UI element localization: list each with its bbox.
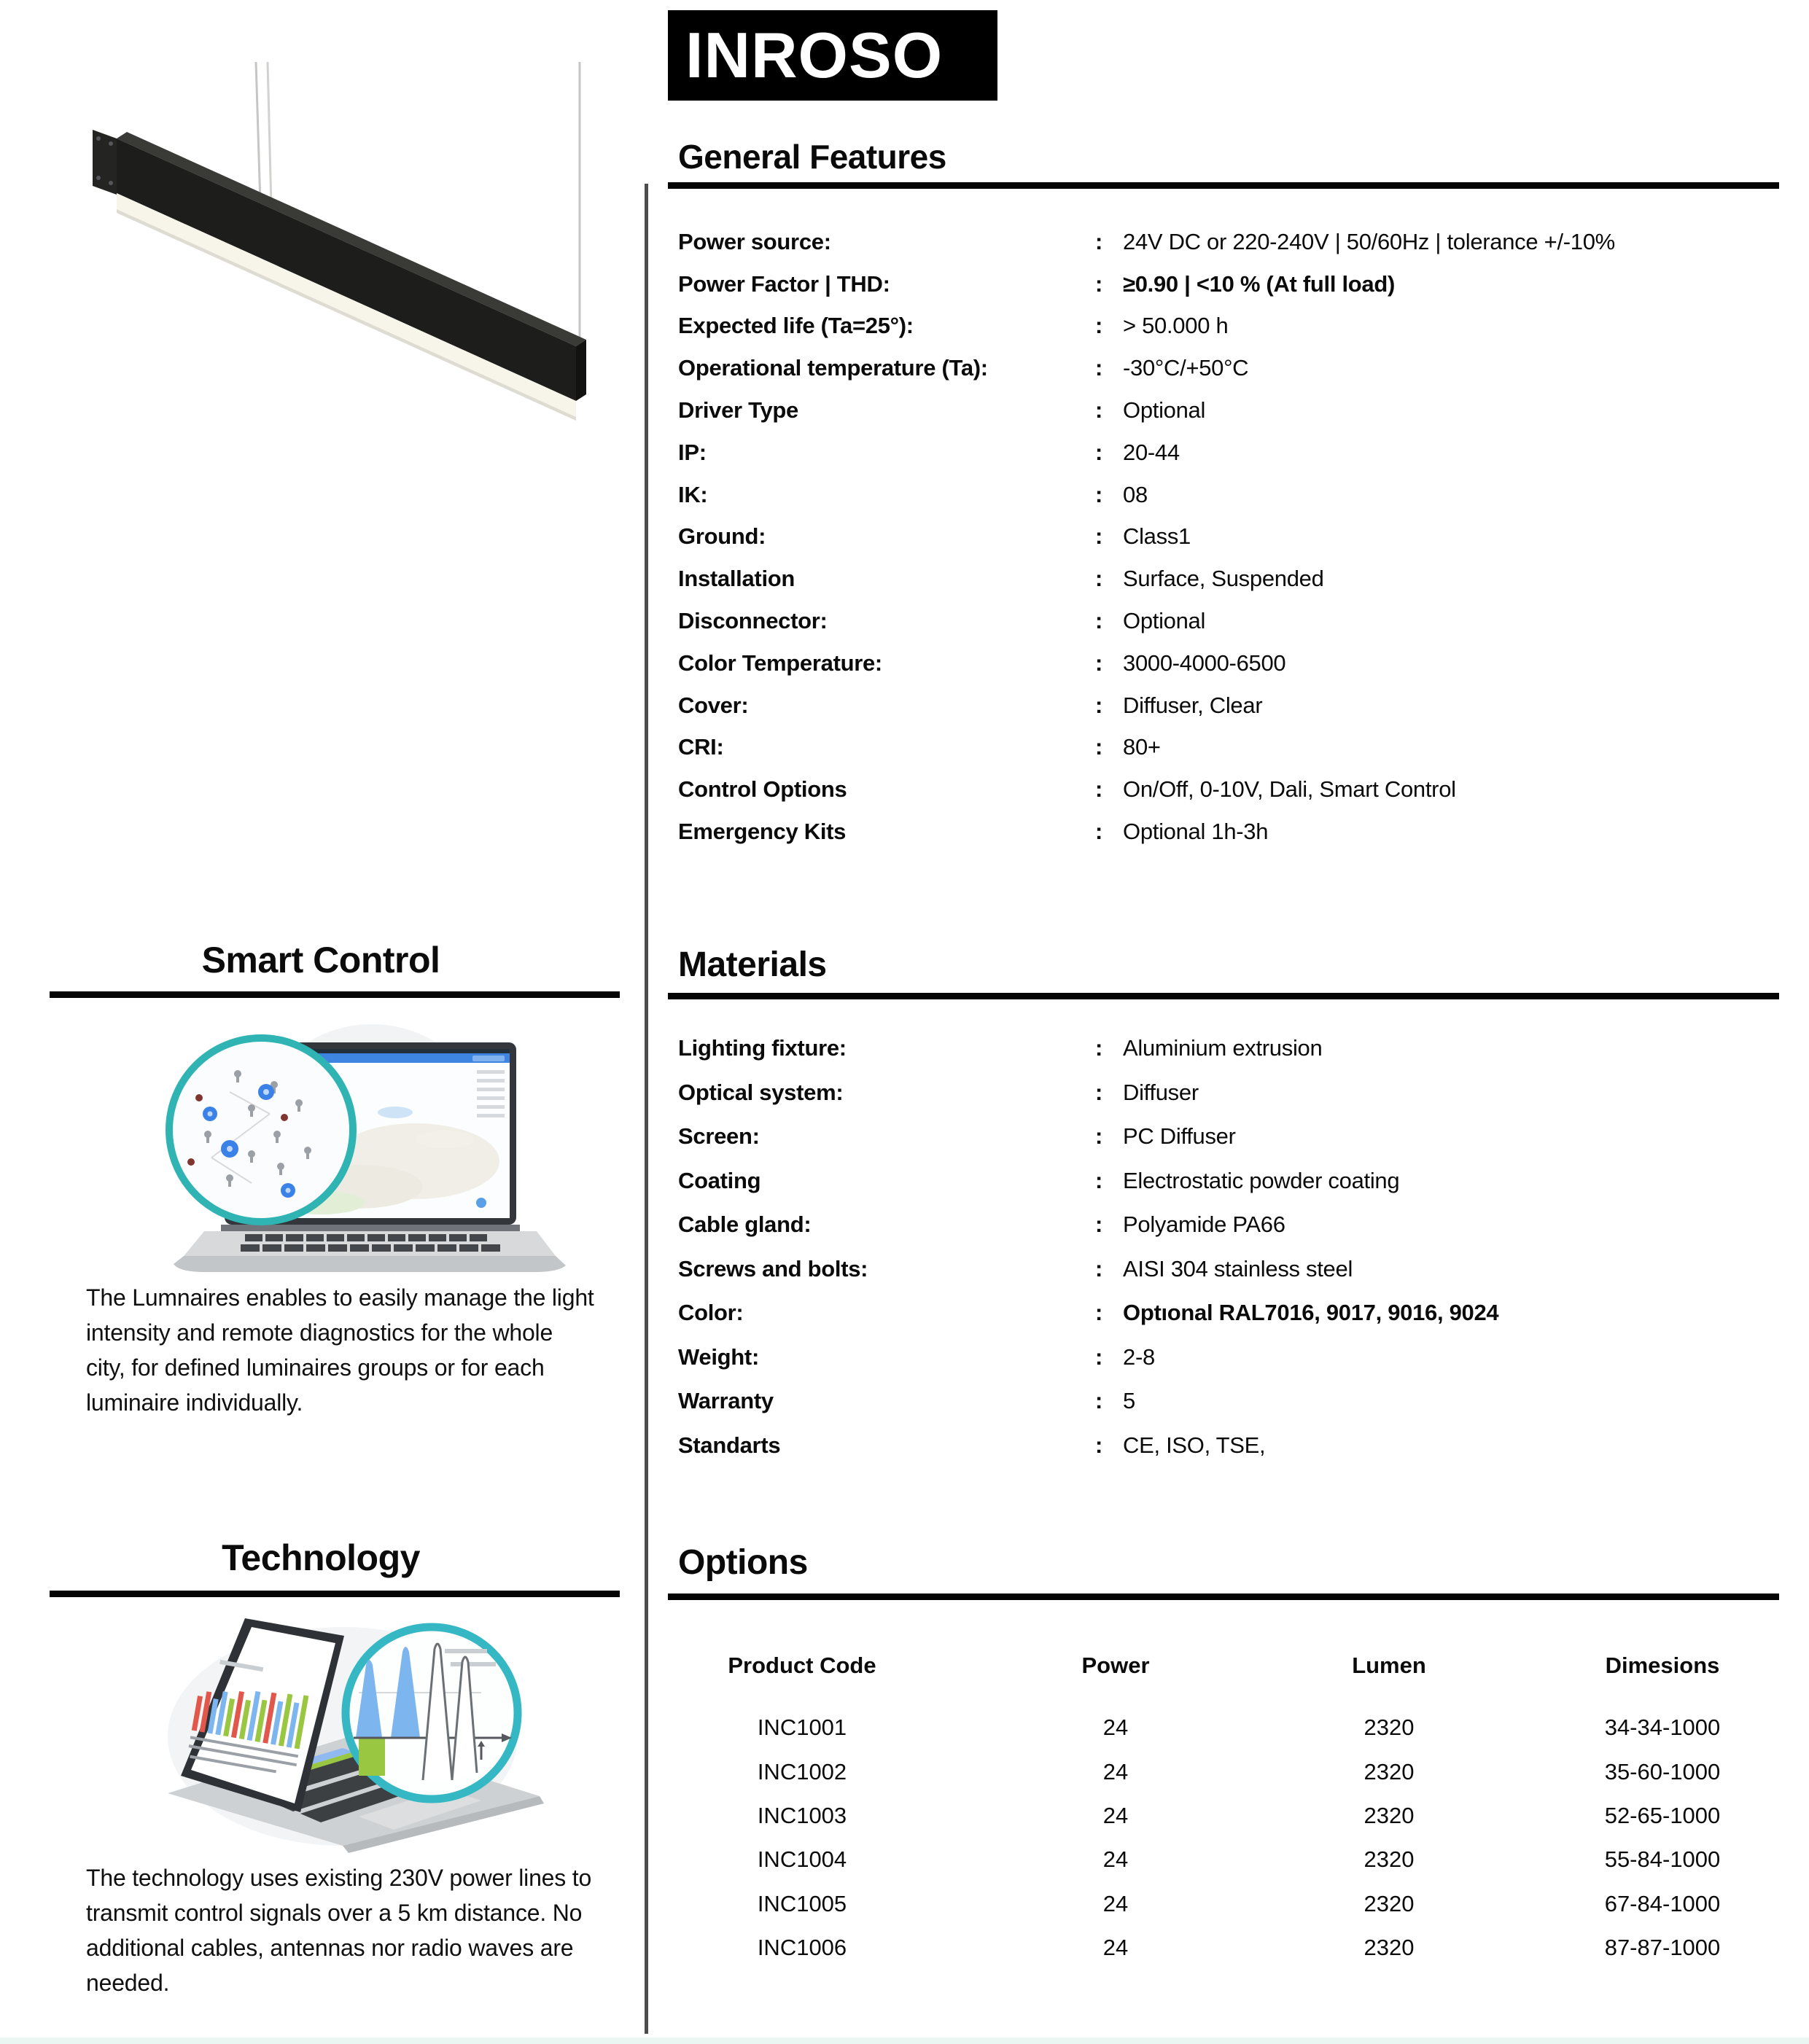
table-row (700, 1794, 1786, 1838)
page-bottom-strip (0, 2037, 1809, 2044)
spec-row (678, 642, 1779, 684)
spec-label: Expected life (Ta=25°): (678, 313, 914, 339)
options-table (700, 1644, 1786, 1970)
spec-label: Screen: (678, 1123, 760, 1150)
spec-separator: : (1095, 608, 1103, 634)
spec-value: Diffuser, Clear (1123, 692, 1263, 718)
table-row (700, 1706, 1786, 1750)
spec-row (678, 1335, 1779, 1380)
spec-row (678, 1247, 1779, 1292)
spec-row (678, 1379, 1779, 1424)
technology-underline (50, 1591, 620, 1597)
spec-separator: : (1095, 1300, 1103, 1326)
spec-label: IP: (678, 439, 707, 465)
technology-description: The technology uses existing 230V power lines to transmit control signals over a 5 km distance. No additional cables, antennas nor radio waves are needed. (86, 1865, 592, 1996)
column-header: Lumen (1352, 1653, 1426, 1678)
spec-label: Control Options (678, 776, 847, 803)
spec-row (678, 1203, 1779, 1247)
spec-value: ≥0.90 | <10 % (At full load) (1123, 270, 1396, 297)
spec-label: Emergency Kits (678, 819, 847, 845)
spec-value: CE, ISO, TSE, (1123, 1432, 1266, 1458)
spec-row (678, 684, 1779, 727)
spec-label: Coating (678, 1167, 761, 1193)
spec-label: Power Factor | THD: (678, 270, 890, 297)
spec-row (678, 221, 1779, 263)
spec-row (678, 1071, 1779, 1115)
spec-label: Disconnector: (678, 608, 828, 634)
spec-value: Diffuser (1123, 1079, 1199, 1105)
spec-value: 20-44 (1123, 439, 1180, 465)
spec-separator: : (1095, 481, 1103, 507)
technology-laptop-image (102, 1598, 583, 1854)
dimensions-cell: 52-65-1000 (1604, 1802, 1721, 1828)
column-header: Power (1081, 1653, 1150, 1678)
options-underline (668, 1594, 1779, 1600)
lumen-cell: 2320 (1363, 1935, 1415, 1961)
spec-label: Screws and bolts: (678, 1255, 868, 1282)
table-row (700, 1926, 1786, 1970)
spec-value: PC Diffuser (1123, 1123, 1236, 1150)
spec-row (678, 1424, 1779, 1468)
spec-separator: : (1095, 228, 1103, 254)
product-code-cell: INC1006 (757, 1935, 847, 1961)
spec-label: Power source: (678, 228, 831, 254)
options-title: Options (678, 1543, 808, 1582)
spec-separator: : (1095, 313, 1103, 339)
spec-row (678, 727, 1779, 769)
dimensions-cell: 87-87-1000 (1604, 1935, 1721, 1961)
table-row (700, 1838, 1786, 1881)
spec-separator: : (1095, 1388, 1103, 1414)
spec-separator: : (1095, 819, 1103, 845)
spec-row (678, 305, 1779, 348)
spec-label: Standarts (678, 1432, 781, 1458)
spec-row (678, 389, 1779, 432)
general-features-underline (668, 182, 1779, 189)
spec-row (678, 432, 1779, 474)
options-table-header (700, 1644, 1786, 1688)
options-table-body (700, 1706, 1786, 1970)
spec-separator: : (1095, 1167, 1103, 1193)
smart-control-title: Smart Control (201, 940, 440, 980)
spec-value: Optional 1h-3h (1123, 819, 1269, 845)
spec-value: AISI 304 stainless steel (1123, 1255, 1353, 1282)
spec-separator: : (1095, 692, 1103, 718)
spec-separator: : (1095, 1123, 1103, 1150)
spec-value: On/Off, 0-10V, Dali, Smart Control (1123, 776, 1456, 803)
spec-label: Lighting fixture: (678, 1035, 847, 1061)
spec-separator: : (1095, 1432, 1103, 1458)
power-cell: 24 (1102, 1846, 1129, 1873)
spec-row (678, 600, 1779, 642)
spec-label: Optical system: (678, 1079, 844, 1105)
product-code-cell: INC1005 (757, 1890, 847, 1916)
technology-title: Technology (222, 1537, 420, 1578)
product-code-cell: INC1003 (757, 1802, 847, 1828)
spec-label: Cover: (678, 692, 749, 718)
spec-label: Cable gland: (678, 1212, 812, 1238)
spec-separator: : (1095, 1212, 1103, 1238)
spec-label: Weight: (678, 1343, 759, 1370)
spec-separator: : (1095, 1035, 1103, 1061)
smart-control-underline (50, 991, 620, 998)
spec-label: CRI: (678, 734, 724, 760)
materials-title: Materials (678, 945, 827, 984)
spec-value: Class1 (1123, 523, 1191, 550)
spec-value: -30°C/+50°C (1123, 355, 1249, 381)
pendant-luminaire-image (69, 15, 623, 437)
power-cell: 24 (1102, 1715, 1129, 1741)
spec-separator: : (1095, 566, 1103, 592)
spec-row (678, 516, 1779, 558)
spec-row (678, 811, 1779, 853)
spec-separator: : (1095, 650, 1103, 676)
spec-value: 5 (1123, 1388, 1135, 1414)
dimensions-cell: 34-34-1000 (1604, 1715, 1721, 1741)
power-cell: 24 (1102, 1890, 1129, 1916)
column-header: Product Code (728, 1653, 876, 1678)
spec-value: Electrostatic powder coating (1123, 1167, 1400, 1193)
spec-value: Optıonal RAL7016, 9017, 9016, 9024 (1123, 1300, 1499, 1326)
lumen-cell: 2320 (1363, 1758, 1415, 1784)
spec-label: Ground: (678, 523, 766, 550)
spec-value: Optional (1123, 397, 1206, 424)
spec-label: Color: (678, 1300, 744, 1326)
spec-row (678, 1026, 1779, 1071)
spec-value: 3000-4000-6500 (1123, 650, 1286, 676)
product-code-cell: INC1001 (757, 1715, 847, 1741)
materials-underline (668, 993, 1779, 999)
spec-label: Color Temperature: (678, 650, 882, 676)
spec-value: Optional (1123, 608, 1206, 634)
smart-control-description: The Lumnaires enables to easily manage the light intensity and remote diagnostics for the whole city, for defined luminaires groups or for each luminaire individually. (86, 1284, 594, 1416)
lumen-cell: 2320 (1363, 1715, 1415, 1741)
spec-value: > 50.000 h (1123, 313, 1229, 339)
spec-value: 24V DC or 220-240V | 50/60Hz | tolerance +/-10% (1123, 228, 1615, 254)
spec-separator: : (1095, 397, 1103, 424)
spec-separator: : (1095, 270, 1103, 297)
dimensions-cell: 55-84-1000 (1604, 1846, 1721, 1873)
spec-label: Driver Type (678, 397, 798, 424)
spec-row (678, 347, 1779, 389)
spec-value: 80+ (1123, 734, 1161, 760)
power-cell: 24 (1102, 1802, 1129, 1828)
spec-separator: : (1095, 439, 1103, 465)
spec-separator: : (1095, 1079, 1103, 1105)
spec-row (678, 558, 1779, 600)
product-code-cell: INC1002 (757, 1758, 847, 1784)
power-cell: 24 (1102, 1935, 1129, 1961)
product-code-cell: INC1004 (757, 1846, 847, 1873)
spec-row (678, 263, 1779, 305)
spec-separator: : (1095, 776, 1103, 803)
lumen-cell: 2320 (1363, 1890, 1415, 1916)
general-features-title: General Features (678, 138, 946, 176)
spec-row (678, 1159, 1779, 1204)
spec-value: Surface, Suspended (1123, 566, 1324, 592)
lumen-cell: 2320 (1363, 1802, 1415, 1828)
table-row (700, 1882, 1786, 1926)
spec-value: 2-8 (1123, 1343, 1155, 1370)
general-features-list (678, 221, 1779, 853)
smart-control-laptop-image (102, 1005, 569, 1276)
spec-separator: : (1095, 734, 1103, 760)
materials-list (678, 1026, 1779, 1467)
spec-row (678, 1291, 1779, 1335)
dimensions-cell: 67-84-1000 (1604, 1890, 1721, 1916)
spec-separator: : (1095, 1255, 1103, 1282)
spec-separator: : (1095, 355, 1103, 381)
spec-label: Operational temperature (Ta): (678, 355, 988, 381)
spec-separator: : (1095, 523, 1103, 550)
brand-banner (668, 10, 997, 101)
lumen-cell: 2320 (1363, 1846, 1415, 1873)
spec-label: Warranty (678, 1388, 774, 1414)
spec-separator: : (1095, 1343, 1103, 1370)
spec-value: Aluminium extrusion (1123, 1035, 1323, 1061)
column-divider (645, 184, 648, 2034)
dimensions-cell: 35-60-1000 (1604, 1758, 1721, 1784)
spec-row (678, 768, 1779, 811)
column-header: Dimesions (1605, 1653, 1720, 1678)
spec-row (678, 474, 1779, 516)
spec-label: IK: (678, 481, 708, 507)
brand-name: INROSO (685, 19, 944, 91)
spec-value: Polyamide PA66 (1123, 1212, 1285, 1238)
table-row (700, 1750, 1786, 1793)
spec-value: 08 (1123, 481, 1148, 507)
spec-label: Installation (678, 566, 795, 592)
power-cell: 24 (1102, 1758, 1129, 1784)
spec-row (678, 1115, 1779, 1159)
